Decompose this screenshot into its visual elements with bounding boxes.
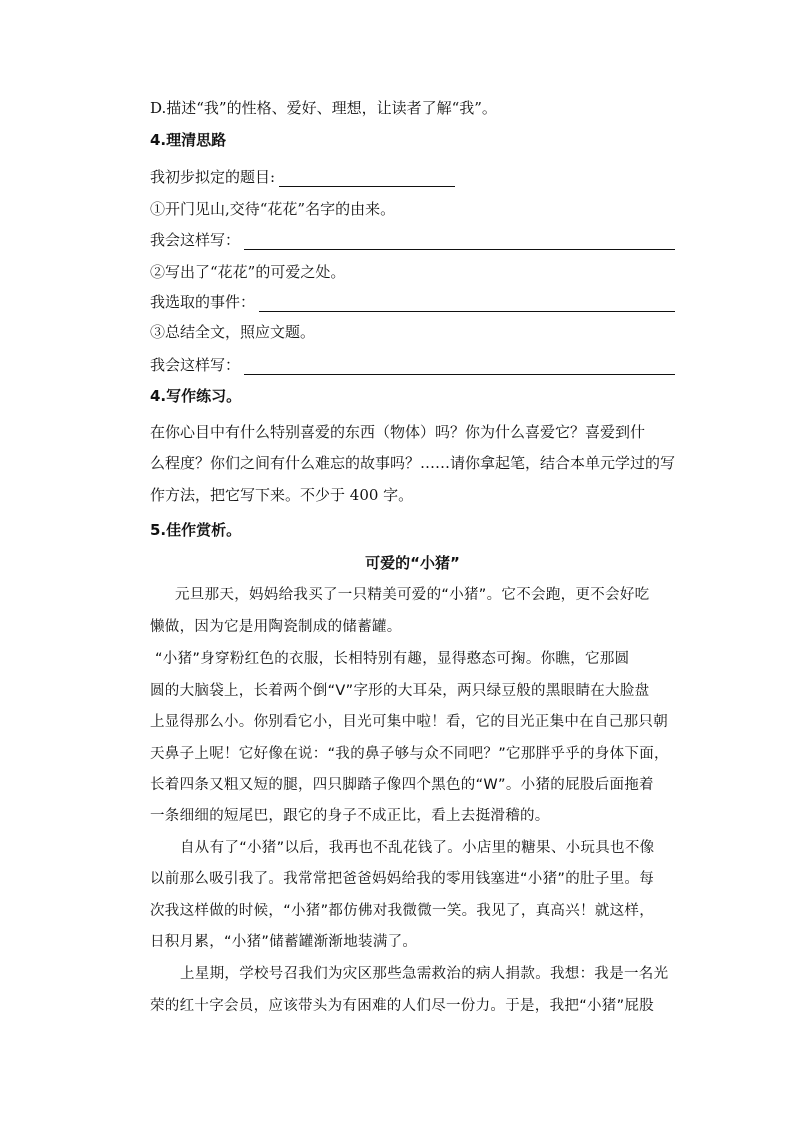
essay-title: 可爱的“小猪”	[365, 554, 460, 572]
essay-line: 长着四条又粗又短的腿，四只脚踏子像四个黑色的“W”。小猪的屁股后面拖着	[150, 777, 654, 793]
outline-step-1: ①开门见山,交待“花花”名字的由来。	[150, 200, 396, 218]
essay-line: 上显得那么小。你别看它小，目光可集中啦！看，它的目光正集中在自己那只朝	[150, 714, 668, 730]
outline-step-3: ③总结全文，照应文题。	[150, 323, 316, 341]
essay-line: 自从有了“小猪”以后，我再也不乱花钱了。小店里的糖果、小玩具也不像	[180, 840, 655, 856]
essay-line: 圆的大脑袋上，长着两个倒“V”字形的大耳朵，两只绿豆般的黑眼睛在大脸盘	[150, 683, 650, 699]
essay-line: 日积月累，“小猪”储蓄罐渐渐地装满了。	[150, 934, 418, 950]
write-1-label: 我会这样写：	[150, 231, 241, 249]
practice-line-2: 么程度？你们之间有什么难忘的故事吗？……请你拿起笔，结合本单元学过的写	[150, 454, 676, 472]
title-blank-row	[150, 167, 675, 187]
essay-line: 以前那么吸引我了。我常常把爸爸妈妈给我的零用钱塞进“小猪”的肚子里。每	[150, 871, 655, 887]
option-d: D.描述“我”的性格、爱好、理想，让读者了解“我”。	[150, 99, 497, 117]
write-1-blank-line[interactable]	[244, 232, 675, 250]
essay-line: 上星期，学校号召我们为灾区那些急需救治的病人捐款。我想：我是一名光	[180, 966, 669, 982]
write-3-blank-line[interactable]	[244, 357, 675, 375]
section-5-heading: 5.佳作赏析。	[150, 521, 242, 539]
essay-line: “小猪”身穿粉红色的衣服，长相特别有趣，显得憨态可掬。你瞧，它那圆	[155, 651, 630, 667]
essay-line: 次我这样做的时候，“小猪”都仿佛对我微微一笑。我见了，真高兴！就这样，	[150, 903, 655, 919]
essay-line: 荣的红十字会员，应该带头为有困难的人们尽一份力。于是，我把“小猪”屁股	[150, 998, 655, 1014]
essay-line: 天鼻子上呢！它好像在说：“我的鼻子够与众不同吧？”它那胖乎乎的身体下面，	[150, 746, 669, 762]
write-1-row	[150, 230, 675, 250]
section-4b-heading: 4.写作练习。	[150, 387, 242, 405]
title-label: 我初步拟定的题目:	[150, 168, 276, 186]
write-3-label: 我会这样写：	[150, 356, 241, 374]
event-row	[150, 292, 675, 312]
essay-line: 元旦那天，妈妈给我买了一只精美可爱的“小猪”。它不会跑，更不会好吃	[175, 587, 650, 603]
practice-line-3: 作方法，把它写下来。不少于 400 字。	[150, 486, 414, 504]
section-4-heading: 4.理清思路	[150, 131, 227, 149]
title-blank-line[interactable]	[279, 169, 455, 187]
outline-step-2: ②写出了“花花”的可爱之处。	[150, 263, 346, 281]
event-blank-line[interactable]	[259, 294, 675, 312]
essay-line: 懒做，因为它是用陶瓷制成的储蓄罐。	[150, 619, 402, 635]
event-label: 我选取的事件：	[150, 293, 256, 311]
essay-line: 一条细细的短尾巴，跟它的身子不成正比，看上去挺滑稽的。	[150, 808, 550, 824]
practice-line-1: 在你心目中有什么特别喜爱的东西（物体）吗？你为什么喜爱它？喜爱到什	[150, 423, 646, 441]
write-3-row	[150, 355, 675, 375]
